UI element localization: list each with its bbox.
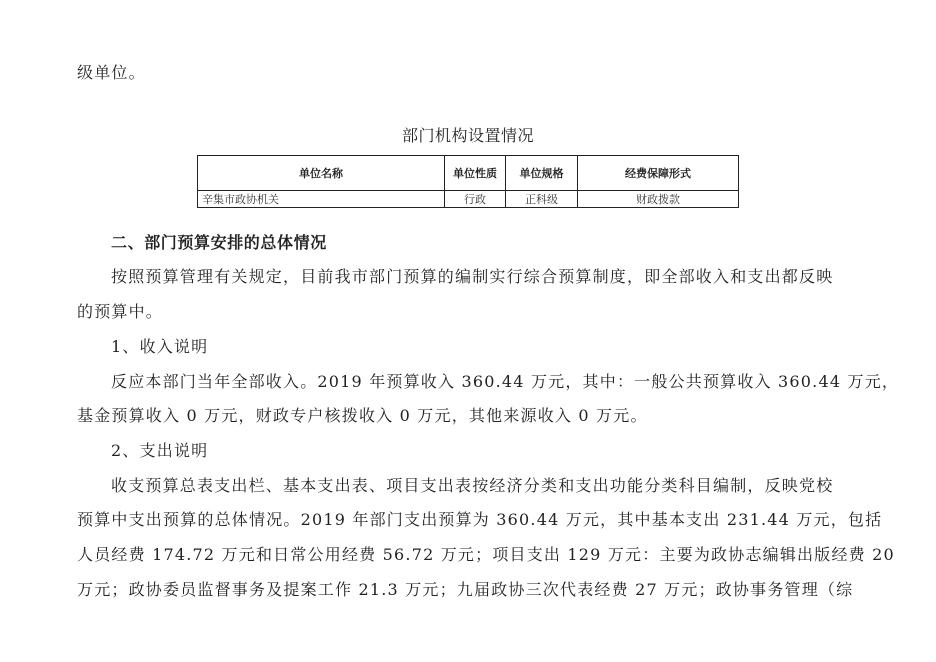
org-structure-table (197, 155, 739, 208)
cell-unit-level: 正科级 (506, 191, 578, 208)
income-body-line: 反应本部门当年全部收入。2019 年预算收入 360.44 万元，其中：一般公共预算收入 360.44 万元， (111, 372, 900, 391)
expense-body-line: 人员经费 174.72 万元和日常公用经费 56.72 万元；项目支出 129 万元：主要为政协志编辑出版经费 20 (77, 545, 895, 564)
column-header-unit-nature: 单位性质 (445, 156, 506, 191)
expense-heading: 2、支出说明 (111, 441, 209, 460)
expense-body-line: 万元；政协委员监督事务及提案工作 21.3 万元；九届政协三次代表经费 27 万元；政协事务管理（综 (77, 580, 854, 599)
expense-body-line: 预算中支出预算的总体情况。2019 年部门支出预算为 360.44 万元，其中基本支出 231.44 万元，包括 (77, 510, 883, 529)
section2-body-line: 按照预算管理有关规定，目前我市部门预算的编制实行综合预算制度，即全部收入和支出都反映 (111, 267, 834, 286)
table-header-row (198, 156, 739, 191)
cell-unit-nature: 行政 (445, 191, 506, 208)
table-title: 部门机构设置情况 (401, 126, 534, 145)
column-header-unit-name: 单位名称 (198, 156, 445, 191)
column-header-unit-level: 单位规格 (506, 156, 578, 191)
cell-unit-name: 辛集市政协机关 (198, 191, 445, 208)
expense-body-line: 收支预算总表支出栏、基本支出表、项目支出表按经济分类和支出功能分类科目编制，反映党校 (111, 476, 834, 495)
section2-body-line: 的预算中。 (77, 302, 164, 321)
income-heading: 1、收入说明 (111, 337, 209, 356)
cell-funding-form: 财政拨款 (578, 191, 739, 208)
section2-heading: 二、部门预算安排的总体情况 (111, 233, 327, 252)
column-header-funding-form: 经费保障形式 (578, 156, 739, 191)
table-row (198, 191, 739, 208)
intro-tail-text: 级单位。 (77, 63, 146, 82)
income-body-line: 基金预算收入 0 万元，财政专户核拨收入 0 万元，其他来源收入 0 万元。 (77, 406, 648, 425)
